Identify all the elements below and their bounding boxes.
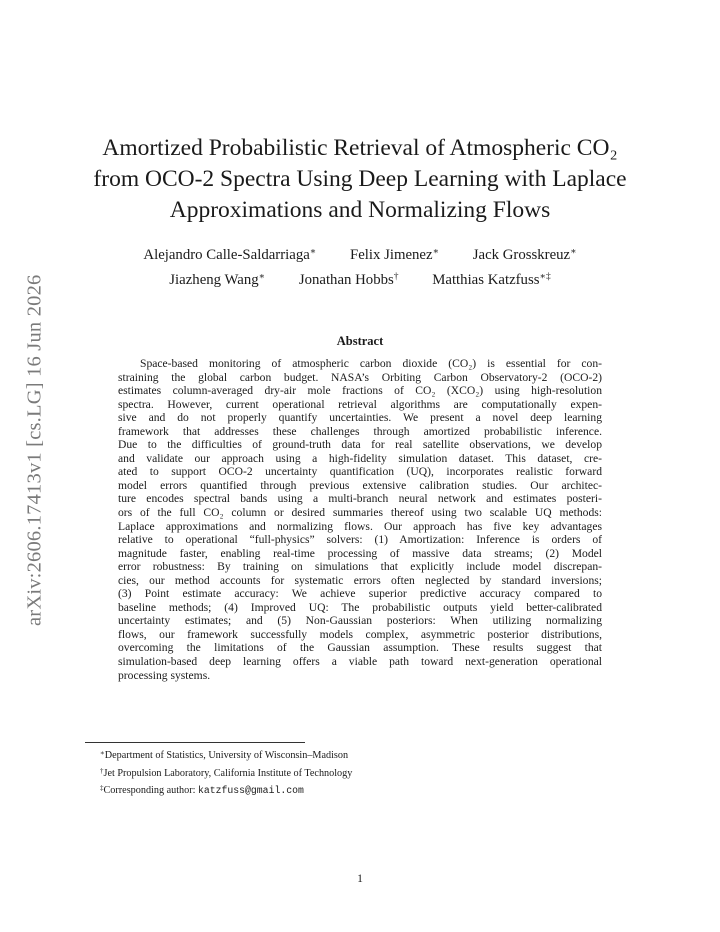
author-name: Jiazheng Wang (169, 272, 259, 288)
abstract-line: estimates column-averaged dry-air mole fractions of CO₂ (XCO₂) using high-resolution (118, 384, 602, 398)
footnotes (100, 746, 600, 799)
abstract-line: ture encodes spectral bands using a multi-branch neural network and estimates posteri- (118, 492, 602, 506)
abstract-line: relative to operational “full-physics” solvers: (1) Amortization: Inference is orders of (118, 533, 602, 547)
affiliation-mark: ∗ (432, 247, 440, 257)
abstract-line: Laplace approximations and normalizing flows. Our approach has five key advantages (118, 519, 602, 533)
affiliation-mark: ∗‡ (539, 272, 551, 282)
footnote-text: Department of Statistics, University of Wisconsin–Madison (104, 750, 349, 761)
author (143, 241, 316, 266)
footnote-2 (100, 764, 600, 782)
abstract-line: ated to support OCO-2 uncertainty quantification (UQ), incorporates realistic forward (118, 465, 602, 479)
footnote-3 (100, 781, 600, 799)
title-line-2: from OCO-2 Spectra Using Deep Learning with Laplace (93, 166, 627, 192)
footnote-mark: ∗ (100, 749, 105, 757)
abstract-line: baseline methods; (4) Improved UQ: The probabilistic outputs yield better-calibrated (118, 600, 602, 614)
footnote-1 (100, 746, 600, 764)
page-number: 1 (357, 872, 363, 885)
author (473, 241, 577, 266)
affiliation-mark: ∗ (258, 272, 266, 282)
footnote-mark: † (100, 766, 104, 775)
author (169, 266, 265, 291)
author-list (70, 241, 650, 291)
title-line-3: Approximations and Normalizing Flows (169, 197, 551, 223)
author-name: Alejandro Calle-Saldarriaga (143, 247, 310, 263)
abstract-line: and validate our approach using a high-fidelity simulation dataset. This dataset, cre- (118, 451, 602, 465)
email-link[interactable]: katzfuss@gmail.com (198, 785, 304, 796)
author-name: Jack Grosskreuz (472, 247, 571, 263)
author-name: Matthias Katzfuss (432, 272, 540, 288)
abstract-body (118, 357, 602, 682)
author-name: Felix Jimenez (349, 247, 433, 263)
abstract-line: sive and do not properly quantify uncertainties. We present a novel deep learning (118, 411, 602, 425)
footnote-text: Corresponding author: (103, 785, 199, 796)
affiliation-mark: ∗ (309, 247, 317, 257)
abstract-line: (3) Point estimate accuracy: We achieve superior predictive accuracy compared to (118, 587, 602, 601)
footnote-text: Jet Propulsion Laboratory, California Institute of Technology (103, 767, 353, 779)
paper-title (70, 133, 650, 226)
abstract-line: error robustness: By training on simulations that explicitly include model discrepan- (118, 560, 602, 574)
abstract-line: magnitude faster, enabling real-time processing of massive data streams; (2) Model (118, 546, 602, 560)
author (299, 266, 399, 291)
abstract-line: Due to the difficulties of ground-truth data for real satellite observations, we develop (118, 438, 602, 452)
footnote-mark: ‡ (100, 784, 104, 792)
title-line-1: Amortized Probabilistic Retrieval of Atmospheric CO₂ (102, 135, 618, 161)
abstract-heading: Abstract (336, 334, 384, 348)
author (432, 266, 550, 291)
arxiv-identifier: arXiv:2606.17413v1 [cs.LG] 16 Jun 2026 (23, 274, 46, 626)
abstract-line: ors of the full CO₂ column or desired summaries thereof using two scalable UQ methods: (118, 506, 602, 520)
abstract-line: flows, our framework successfully models complex, asymmetric posterior distributions, (118, 627, 602, 641)
affiliation-mark: † (393, 272, 399, 282)
abstract-line: straining the global carbon budget. NASA’s Orbiting Carbon Observatory-2 (OCO-2) (118, 370, 602, 384)
author (350, 241, 439, 266)
abstract-line: simulation-based deep learning offers a viable path toward next-generation operational (118, 655, 602, 669)
abstract-line: overcoming the limitations of the Gaussian assumption. These results suggest that (118, 641, 602, 655)
abstract-line: framework that addresses these challenges through amortized probabilistic inference. (118, 424, 602, 438)
author-name: Jonathan Hobbs (298, 272, 394, 288)
footnote-rule (85, 742, 305, 743)
abstract-line: uncertainty estimates; and (5) Non-Gaussian posteriors: When utilizing normalizing (118, 614, 602, 628)
abstract-line: model errors quantified through previous extensive calibration studies. Our architec- (118, 478, 602, 492)
author-row-2 (70, 266, 650, 291)
abstract-line: processing systems. (118, 668, 211, 682)
affiliation-mark: ∗ (570, 247, 577, 257)
abstract-line: spectra. However, current operational retrieval algorithms are computationally expen- (118, 397, 602, 411)
abstract-line: Space-based monitoring of atmospheric carbon dioxide (CO₂) is essential for con- (140, 357, 602, 370)
abstract-line: cies, our method accounts for systematic errors often neglected by standard inversions; (118, 573, 602, 587)
author-row-1 (70, 241, 650, 266)
